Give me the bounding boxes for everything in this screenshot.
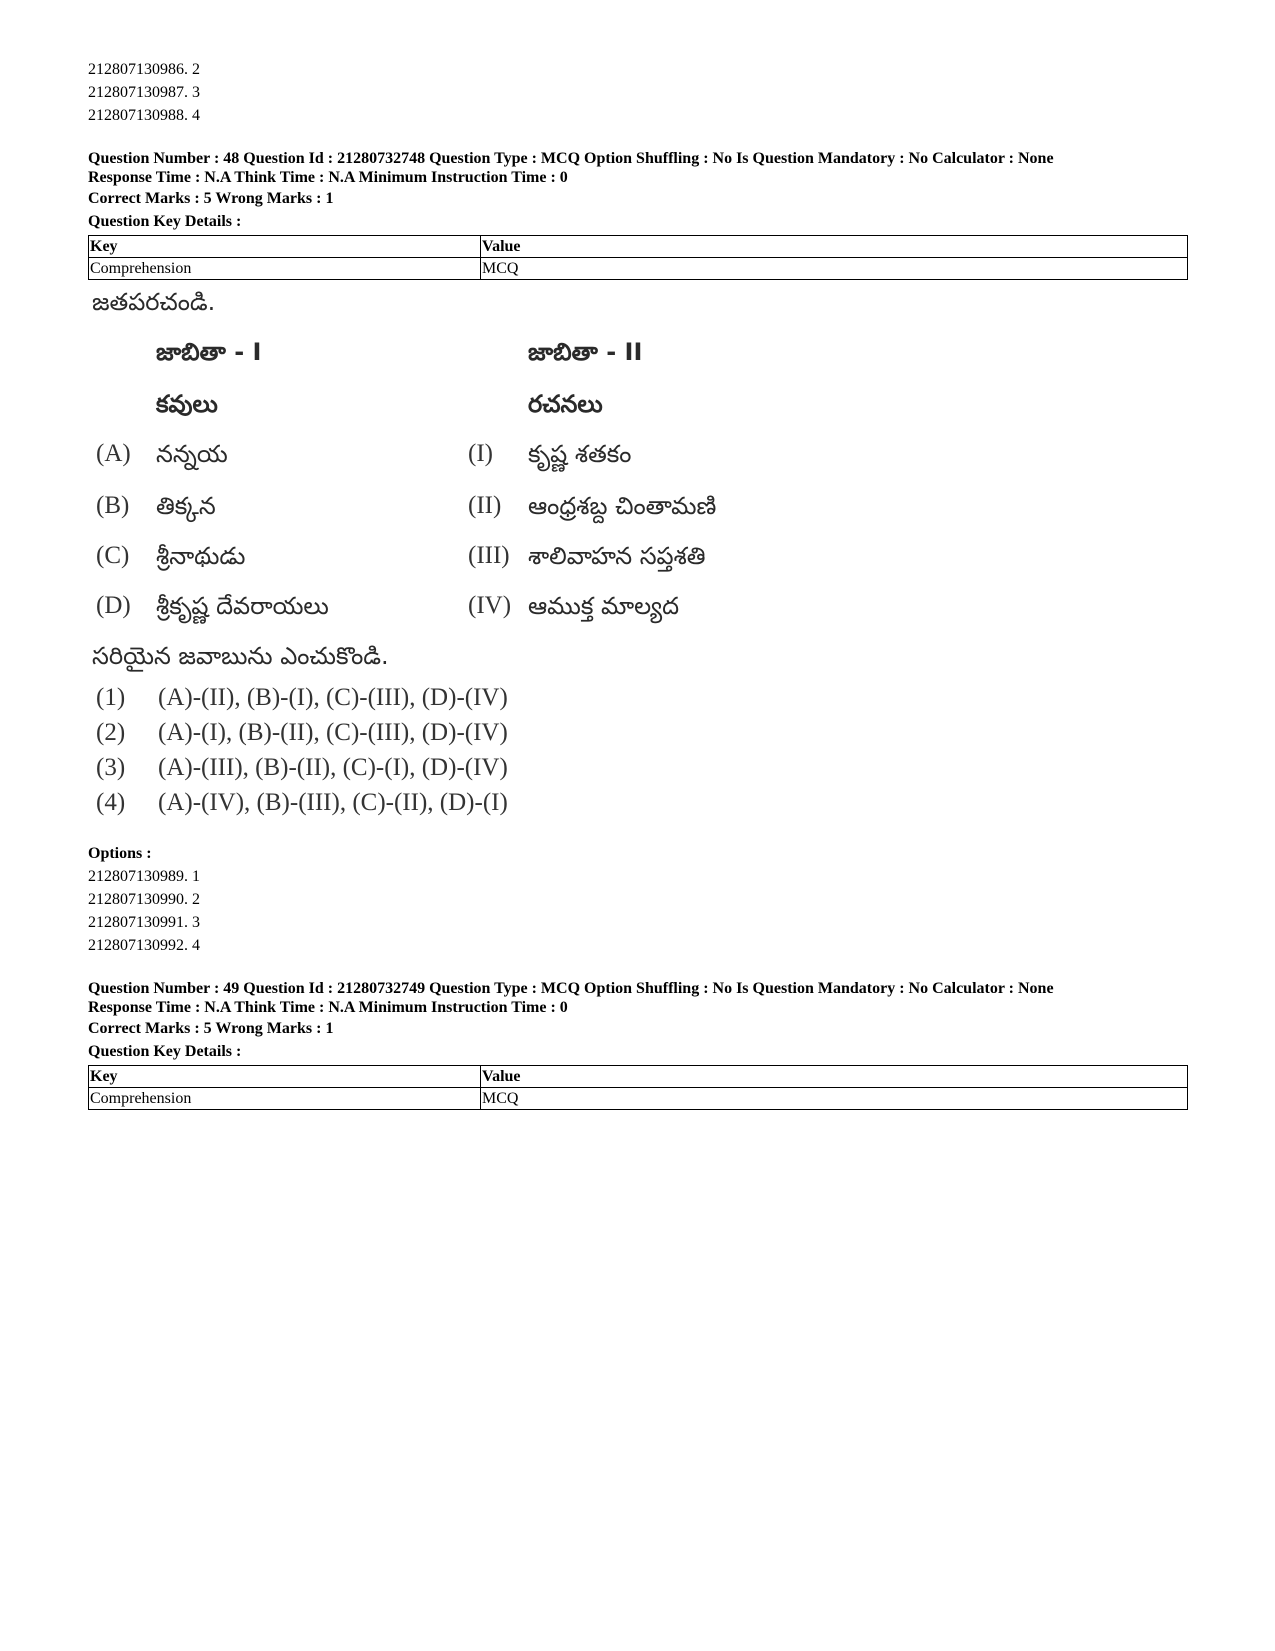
table-header-row (89, 1066, 1188, 1088)
choice-number: (2) (96, 719, 126, 746)
question-timing-line: Response Time : N.A Think Time : N.A Minimum Instruction Time : 0 (88, 169, 568, 186)
list1-label: (C) (96, 542, 130, 569)
question-meta-line: Question Number : 49 Question Id : 21280732749 Question Type : MCQ Option Shuffling : No Is Question Mandatory : No Calculator : None (88, 980, 1054, 997)
key-details-table (88, 235, 1188, 280)
table-header-value: Value (481, 236, 1188, 258)
table-row (89, 1088, 1188, 1110)
list2-item: ఆముక్త మాల్యద (528, 592, 680, 620)
question-prompt: సరియైన జవాబును ఎంచుకొండి. (92, 642, 389, 670)
question-marks: Correct Marks : 5 Wrong Marks : 1 (88, 190, 334, 207)
list2-item: శాలివాహన సప్తశతి (528, 542, 706, 570)
key-details-table (88, 1065, 1188, 1110)
table-header-value: Value (481, 1066, 1188, 1088)
option-item: 212807130988. 4 (88, 107, 200, 124)
list1-header: జాబితా - I (156, 338, 262, 366)
key-details-label: Question Key Details : (88, 213, 242, 230)
table-header-key: Key (89, 236, 481, 258)
option-item: 212807130989. 1 (88, 868, 200, 885)
question-meta-line: Question Number : 48 Question Id : 21280732748 Question Type : MCQ Option Shuffling : No Is Question Mandatory : No Calculator : None (88, 150, 1054, 167)
question-timing-line: Response Time : N.A Think Time : N.A Minimum Instruction Time : 0 (88, 999, 568, 1016)
table-header-key: Key (89, 1066, 481, 1088)
key-details-label: Question Key Details : (88, 1043, 242, 1060)
table-row (89, 258, 1188, 280)
list2-item: ఆంధ్రశబ్ద చింతామణి (528, 492, 717, 520)
table-cell-value: MCQ (481, 1088, 1188, 1110)
list1-item: శ్రీనాథుడు (156, 542, 246, 570)
table-header-row (89, 236, 1188, 258)
option-item: 212807130991. 3 (88, 914, 200, 931)
table-cell-key: Comprehension (89, 1088, 481, 1110)
list1-subheader: కవులు (156, 390, 218, 418)
choice-number: (4) (96, 789, 126, 816)
choice-number: (3) (96, 754, 126, 781)
option-item: 212807130990. 2 (88, 891, 200, 908)
question-instruction: జతపరచండి. (92, 288, 216, 316)
option-item: 212807130987. 3 (88, 84, 200, 101)
list2-label: (III) (468, 542, 510, 569)
list1-item: తిక్కన (156, 492, 216, 520)
option-item: 212807130986. 2 (88, 61, 200, 78)
choice-number: (1) (96, 684, 126, 711)
list1-label: (B) (96, 492, 130, 519)
question-49-block (88, 979, 1188, 1110)
table-cell-key: Comprehension (89, 258, 481, 280)
choice-text: (A)-(I), (B)-(II), (C)-(III), (D)-(IV) (158, 719, 508, 746)
list2-header: జాబితా - II (528, 338, 643, 366)
options-label: Options : (88, 845, 152, 862)
document-page (88, 58, 1188, 1110)
list1-label: (D) (96, 592, 131, 619)
table-cell-value: MCQ (481, 258, 1188, 280)
list2-item: కృష్ణ శతకం (528, 440, 632, 468)
options-block (88, 842, 1188, 957)
question-image (88, 282, 717, 842)
list2-subheader: రచనలు (528, 390, 603, 418)
list1-label: (A) (96, 440, 131, 467)
question-48-block (88, 149, 1188, 957)
list1-item: నన్నయ (156, 440, 228, 468)
question-marks: Correct Marks : 5 Wrong Marks : 1 (88, 1020, 334, 1037)
list2-label: (II) (468, 492, 502, 519)
choice-text: (A)-(III), (B)-(II), (C)-(I), (D)-(IV) (158, 754, 508, 781)
choice-text: (A)-(IV), (B)-(III), (C)-(II), (D)-(I) (158, 789, 508, 816)
list2-label: (IV) (468, 592, 512, 619)
list1-item: శ్రీకృష్ణ దేవరాయలు (156, 592, 329, 620)
list2-label: (I) (468, 440, 493, 467)
option-item: 212807130992. 4 (88, 937, 200, 954)
previous-options-list (88, 58, 1188, 127)
choice-text: (A)-(II), (B)-(I), (C)-(III), (D)-(IV) (158, 684, 508, 711)
